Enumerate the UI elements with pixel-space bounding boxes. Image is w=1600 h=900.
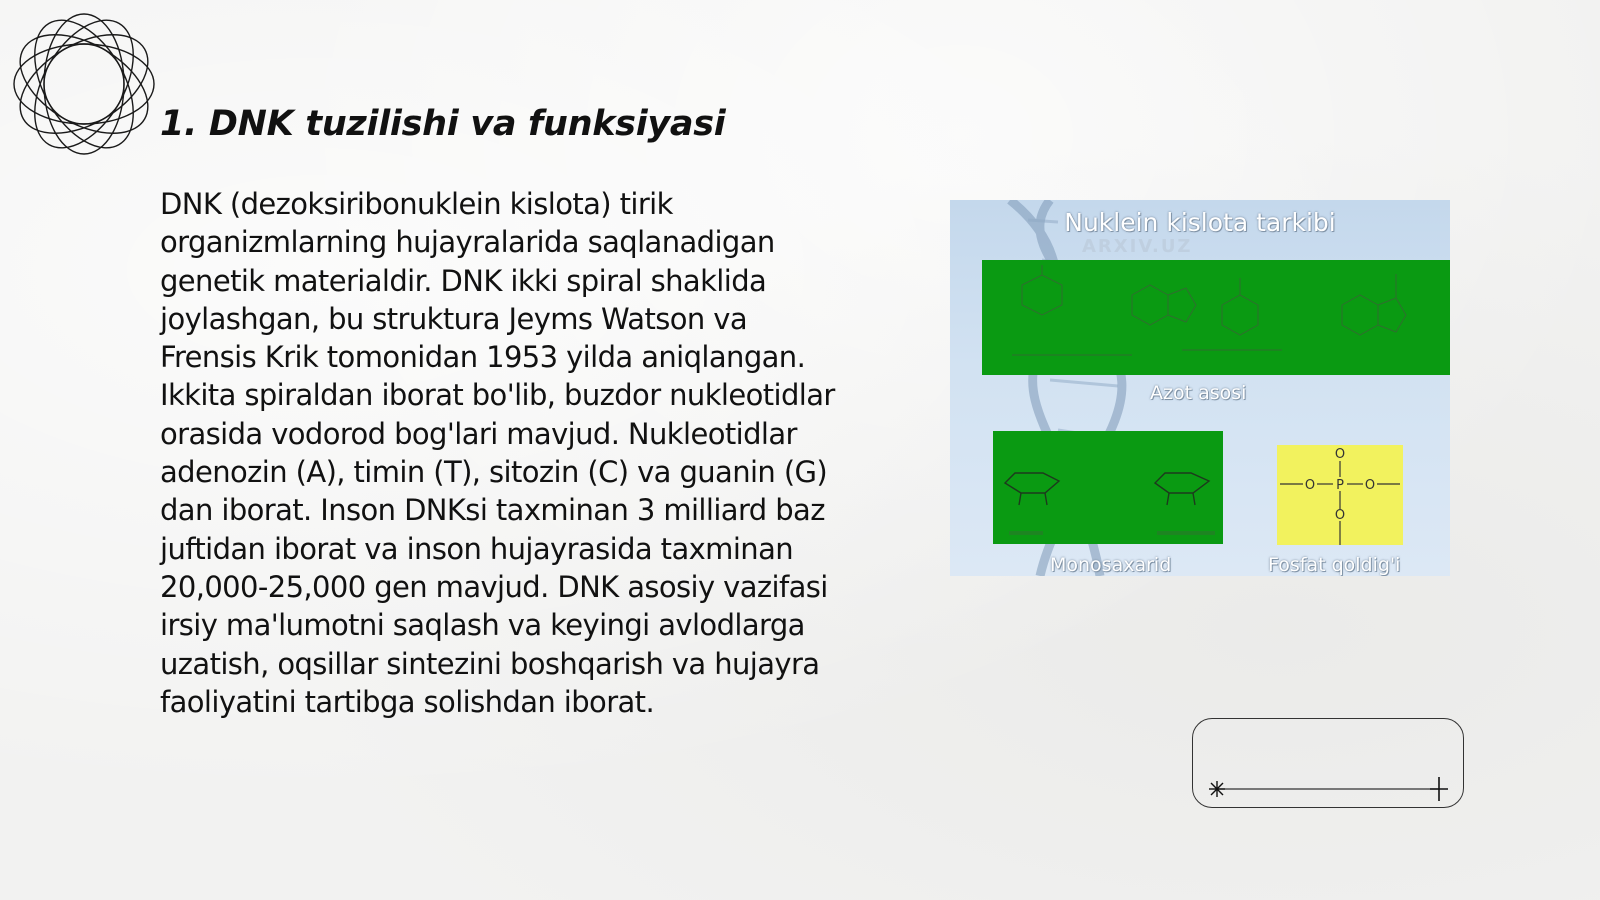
plus-marker-icon bbox=[1430, 777, 1448, 801]
sugars-label: Monosaxarid bbox=[1050, 554, 1172, 576]
phosphate-label: Fosfat qoldig'i bbox=[1268, 554, 1401, 576]
body-paragraph: DNK (dezoksiribonuklein kislota) tirik organizmlarning hujayralarida saqlanadigan genetik materialdir. DNK ikki spiral shaklida joylashgan, bu struktura Jeyms Watson va Frensis Krik tomonidan 1953 yilda aniqlangan. Ikkita spiraldan iborat bo'lib, buzdor nukleotidlar orasida vodorod bog'lari mavjud. Nukleotidlar adenozin (A), timin (T), sitozin (C) va guanin (G) dan iborat. Inson DNKsi taxminan 3 milliard baz juftidan iborat va inson hujayrasida taxminan 20,000-25,000 gen mavjud. DNK asosiy vazifasi irsiy ma'lumotni saqlash va keyingi avlodlarga uzatish, oqsillar sintezini boshqarish va hujayra faoliyatini tartibga solishdan iborat. bbox=[160, 187, 835, 719]
phosphate-o-left: O bbox=[1304, 478, 1316, 493]
monosaccharide-panel bbox=[993, 431, 1223, 544]
nitrogen-bases-panel bbox=[982, 260, 1450, 375]
phosphate-structure bbox=[1277, 445, 1403, 545]
bases-label: Azot asosi bbox=[1150, 382, 1247, 404]
nucleic-acid-figure bbox=[950, 200, 1450, 576]
phosphate-panel bbox=[1277, 445, 1403, 545]
nav-line bbox=[1193, 719, 1465, 809]
decorative-nav-box bbox=[1192, 718, 1464, 808]
slide-title: 1. DNK tuzilishi va funksiyasi bbox=[160, 104, 726, 144]
figure-watermark: ARXIV.UZ bbox=[1082, 236, 1193, 257]
phosphate-o-top: O bbox=[1334, 447, 1346, 462]
phosphate-o-bottom: O bbox=[1334, 508, 1346, 523]
sugar-structures bbox=[993, 431, 1223, 544]
figure-heading: Nuklein kislota tarkibi bbox=[1064, 208, 1336, 237]
phosphate-o-right: O bbox=[1364, 478, 1376, 493]
sparkle-icon bbox=[1209, 781, 1225, 797]
nitrogen-bases-structures bbox=[982, 260, 1450, 375]
phosphate-p-center: P bbox=[1336, 478, 1344, 493]
rosette-ornament-icon bbox=[10, 10, 158, 158]
